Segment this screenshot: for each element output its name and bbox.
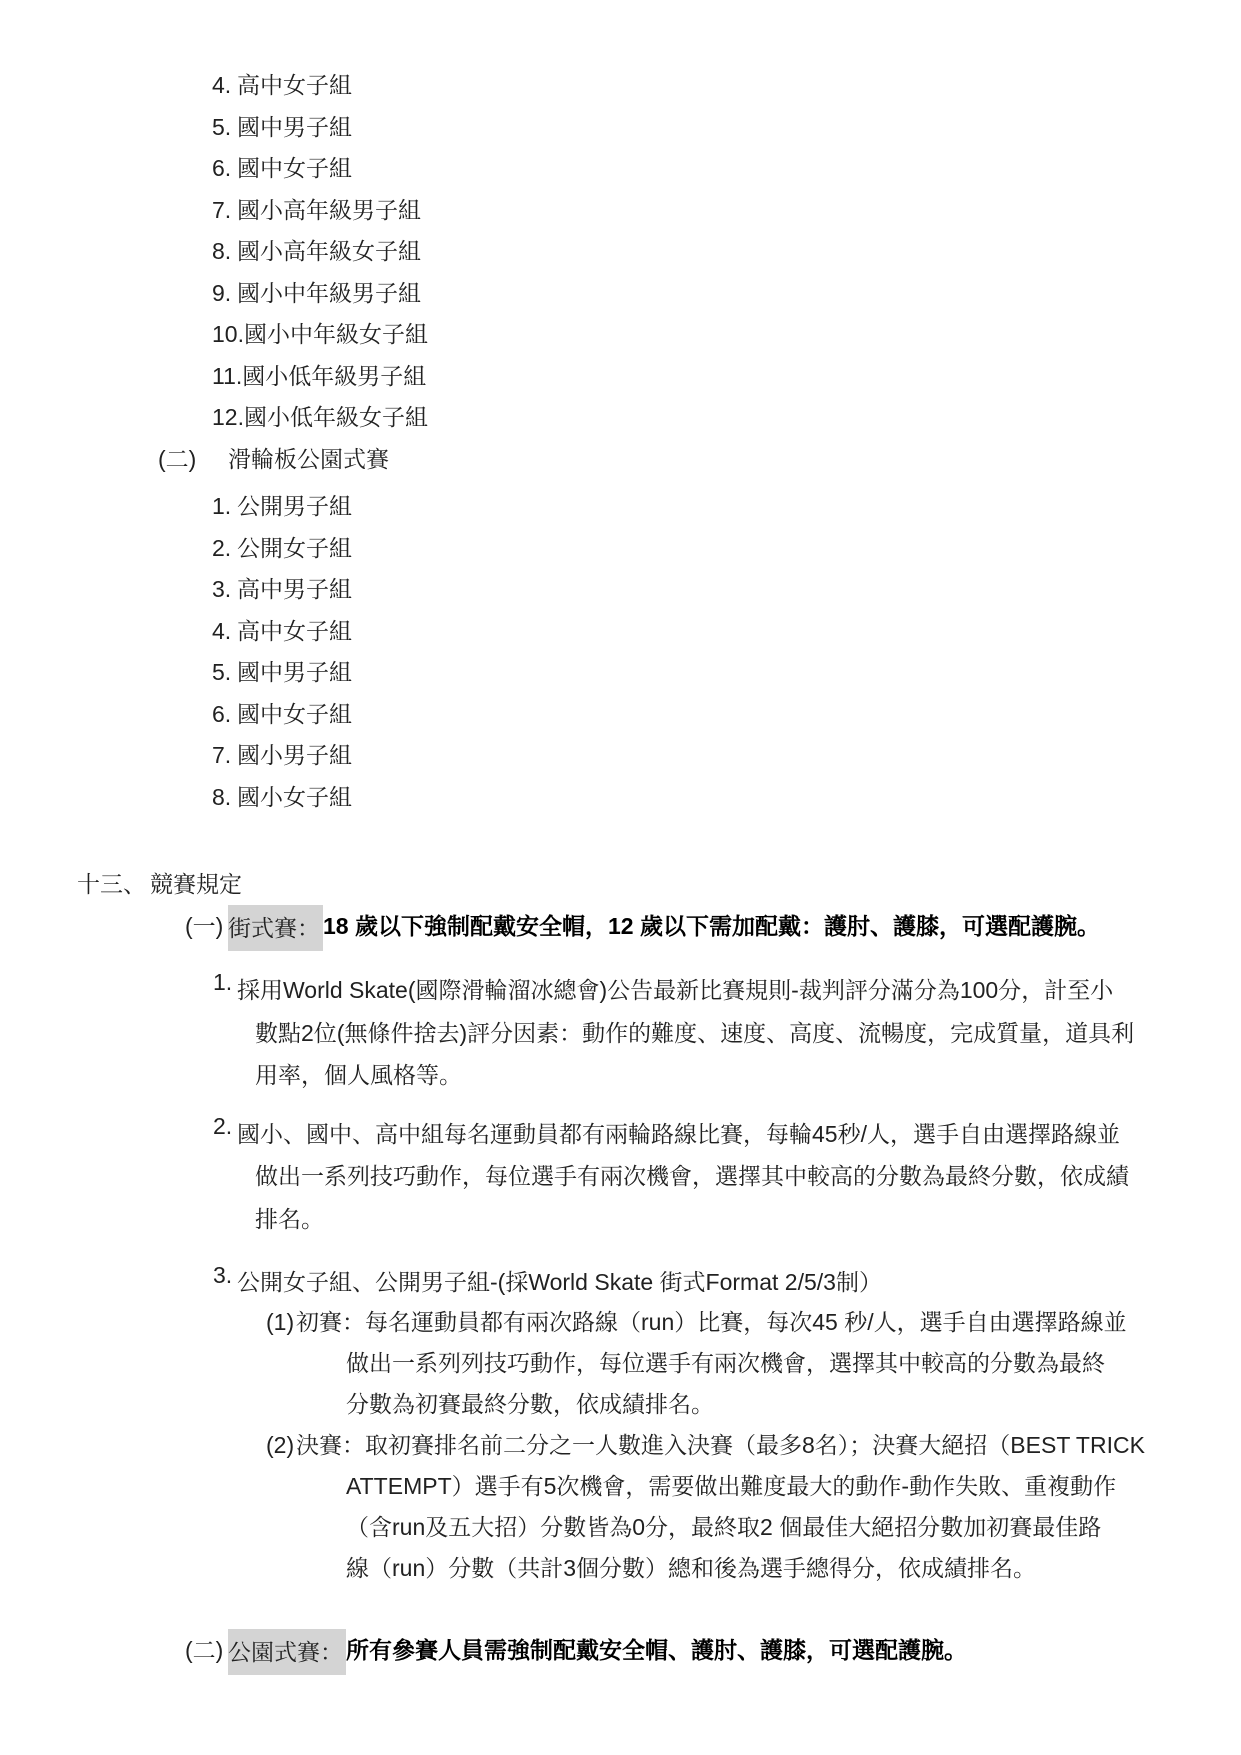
list-number: 6. bbox=[212, 155, 232, 181]
park-groups-title: 滑輪板公園式賽 bbox=[228, 445, 389, 472]
group-label: 國小中年級男子組 bbox=[237, 279, 421, 306]
list-number: 5. bbox=[212, 113, 232, 140]
list-number: 1. bbox=[212, 493, 232, 519]
list-item bbox=[212, 231, 1241, 273]
list-number: 11. bbox=[212, 362, 243, 389]
group-label: 國中女子組 bbox=[237, 700, 352, 727]
list-item bbox=[212, 397, 1241, 439]
park-requirement-text: 所有參賽人員需強制配戴安全帽、護肘、護膝，可選配護腕。 bbox=[346, 1637, 967, 1663]
list-item bbox=[212, 190, 1241, 232]
group-label: 國小低年級女子組 bbox=[243, 404, 428, 430]
list-item bbox=[212, 356, 1241, 398]
group-label: 國中女子組 bbox=[237, 155, 352, 181]
rule-line: 排名。 bbox=[255, 1205, 324, 1232]
sub-rule-line: 線（run）分數（共計3個分數）總和後為選手總得分，依成績排名。 bbox=[346, 1555, 1037, 1581]
group-label: 高中男子組 bbox=[237, 576, 352, 602]
group-label: 國小男子組 bbox=[237, 742, 352, 768]
item-marker: (二) bbox=[185, 1637, 224, 1663]
park-groups-heading bbox=[158, 439, 1241, 481]
group-label: 公開女子組 bbox=[237, 534, 352, 561]
rule-number: 2. bbox=[213, 1112, 233, 1139]
list-item bbox=[212, 777, 1241, 819]
street-requirement-text: 18 歲以下強制配戴安全帽，12 歲以下需加配戴：護肘、護膝，可選配護腕。 bbox=[323, 913, 1100, 939]
list-item bbox=[212, 528, 1241, 570]
street-requirement-line bbox=[185, 905, 1241, 951]
group-label: 高中女子組 bbox=[237, 617, 352, 644]
sub-rule-number: (1) bbox=[266, 1309, 295, 1335]
park-requirement-line bbox=[185, 1629, 1241, 1675]
list-number: 7. bbox=[212, 196, 232, 223]
street-rule-2 bbox=[213, 1113, 1241, 1241]
rule-number: 3. bbox=[213, 1262, 233, 1288]
group-label: 高中女子組 bbox=[237, 72, 352, 98]
sub-rule-text bbox=[296, 1425, 1145, 1589]
group-label: 國小高年級男子組 bbox=[237, 196, 421, 223]
street-groups-continued-list bbox=[212, 65, 1241, 439]
list-item bbox=[212, 611, 1241, 653]
list-number: 3. bbox=[212, 576, 232, 602]
list-number: 2. bbox=[212, 534, 232, 561]
park-groups-list bbox=[212, 486, 1241, 818]
rule-text bbox=[237, 1262, 1145, 1589]
list-item bbox=[212, 107, 1241, 149]
list-number: 8. bbox=[212, 238, 232, 264]
section-number: 十三、 bbox=[77, 871, 146, 897]
list-item bbox=[212, 735, 1241, 777]
item-marker: (二) bbox=[158, 445, 197, 472]
group-label: 國小中年級女子組 bbox=[243, 321, 428, 347]
group-label: 國小低年級男子組 bbox=[242, 362, 427, 389]
list-number: 8. bbox=[212, 783, 232, 810]
list-number: 4. bbox=[212, 72, 232, 98]
sub-rule-line: 分數為初賽最終分數，依成績排名。 bbox=[346, 1391, 714, 1417]
list-item bbox=[212, 486, 1241, 528]
sub-rule-line: ATTEMPT）選手有5次機會，需要做出難度最大的動作-動作失敗、重複動作 bbox=[346, 1473, 1117, 1499]
list-item bbox=[212, 65, 1241, 107]
street-rule-3-sub-1 bbox=[266, 1302, 1145, 1425]
rule-line: 國小、國中、高中組每名運動員都有兩輪路線比賽，每輪45秒/人，選手自由選擇路線並 bbox=[237, 1120, 1120, 1147]
group-label: 公開男子組 bbox=[237, 493, 352, 519]
list-number: 5. bbox=[212, 659, 232, 685]
sub-rule-number: (2) bbox=[266, 1432, 295, 1458]
street-rule-3-sub-2 bbox=[266, 1425, 1145, 1589]
rule-text bbox=[237, 1113, 1129, 1241]
list-number: 7. bbox=[212, 742, 232, 768]
list-number: 12. bbox=[212, 404, 244, 430]
sub-rule-line: （含run及五大招）分數皆為0分，最終取2 個最佳大絕招分數加初賽最佳路 bbox=[346, 1514, 1102, 1540]
list-number: 4. bbox=[212, 617, 232, 644]
list-item bbox=[212, 652, 1241, 694]
rule-line: 採用World Skate(國際滑輪溜冰總會)公告最新比賽規則-裁判評分滿分為100分，計至小 bbox=[237, 977, 1114, 1003]
park-label-highlight: 公園式賽： bbox=[228, 1629, 346, 1675]
group-label: 國小女子組 bbox=[237, 783, 352, 810]
rule-line: 做出一系列技巧動作，每位選手有兩次機會，選擇其中較高的分數為最終分數，依成績 bbox=[255, 1163, 1129, 1189]
group-label: 國中男子組 bbox=[237, 113, 352, 140]
list-number: 6. bbox=[212, 700, 232, 727]
rule-line: 用率，個人風格等。 bbox=[255, 1062, 462, 1088]
rule-line: 公開女子組、公開男子組-(採World Skate 街式Format 2/5/3制） bbox=[237, 1269, 882, 1295]
sub-rule-line: 決賽：取初賽排名前二分之一人數進入決賽（最多8名）；決賽大絕招（BEST TRICK bbox=[296, 1432, 1145, 1458]
group-label: 國小高年級女子組 bbox=[237, 238, 421, 264]
sub-rule-text bbox=[296, 1302, 1127, 1425]
street-rule-1 bbox=[213, 969, 1241, 1097]
list-number: 10. bbox=[212, 321, 244, 347]
list-number: 9. bbox=[212, 279, 232, 306]
rule-line: 數點2位(無條件捨去)評分因素：動作的難度、速度、高度、流暢度，完成質量，道具利 bbox=[255, 1019, 1135, 1046]
street-rule-3 bbox=[213, 1262, 1241, 1589]
group-label: 國中男子組 bbox=[237, 659, 352, 685]
sub-rule-line: 初賽：每名運動員都有兩次路線（run）比賽，每次45 秒/人，選手自由選擇路線並 bbox=[296, 1309, 1127, 1335]
street-label-highlight: 街式賽： bbox=[228, 905, 323, 951]
item-marker: (一) bbox=[185, 913, 224, 939]
rule-text bbox=[237, 969, 1134, 1097]
list-item bbox=[212, 148, 1241, 190]
section-title: 競賽規定 bbox=[150, 871, 242, 897]
list-item bbox=[212, 273, 1241, 315]
list-item bbox=[212, 694, 1241, 736]
list-item bbox=[212, 314, 1241, 356]
list-item bbox=[212, 569, 1241, 611]
section-13-heading bbox=[77, 863, 1241, 905]
rule-number: 1. bbox=[213, 969, 233, 995]
sub-rule-line: 做出一系列列技巧動作，每位選手有兩次機會，選擇其中較高的分數為最終 bbox=[346, 1350, 1105, 1376]
